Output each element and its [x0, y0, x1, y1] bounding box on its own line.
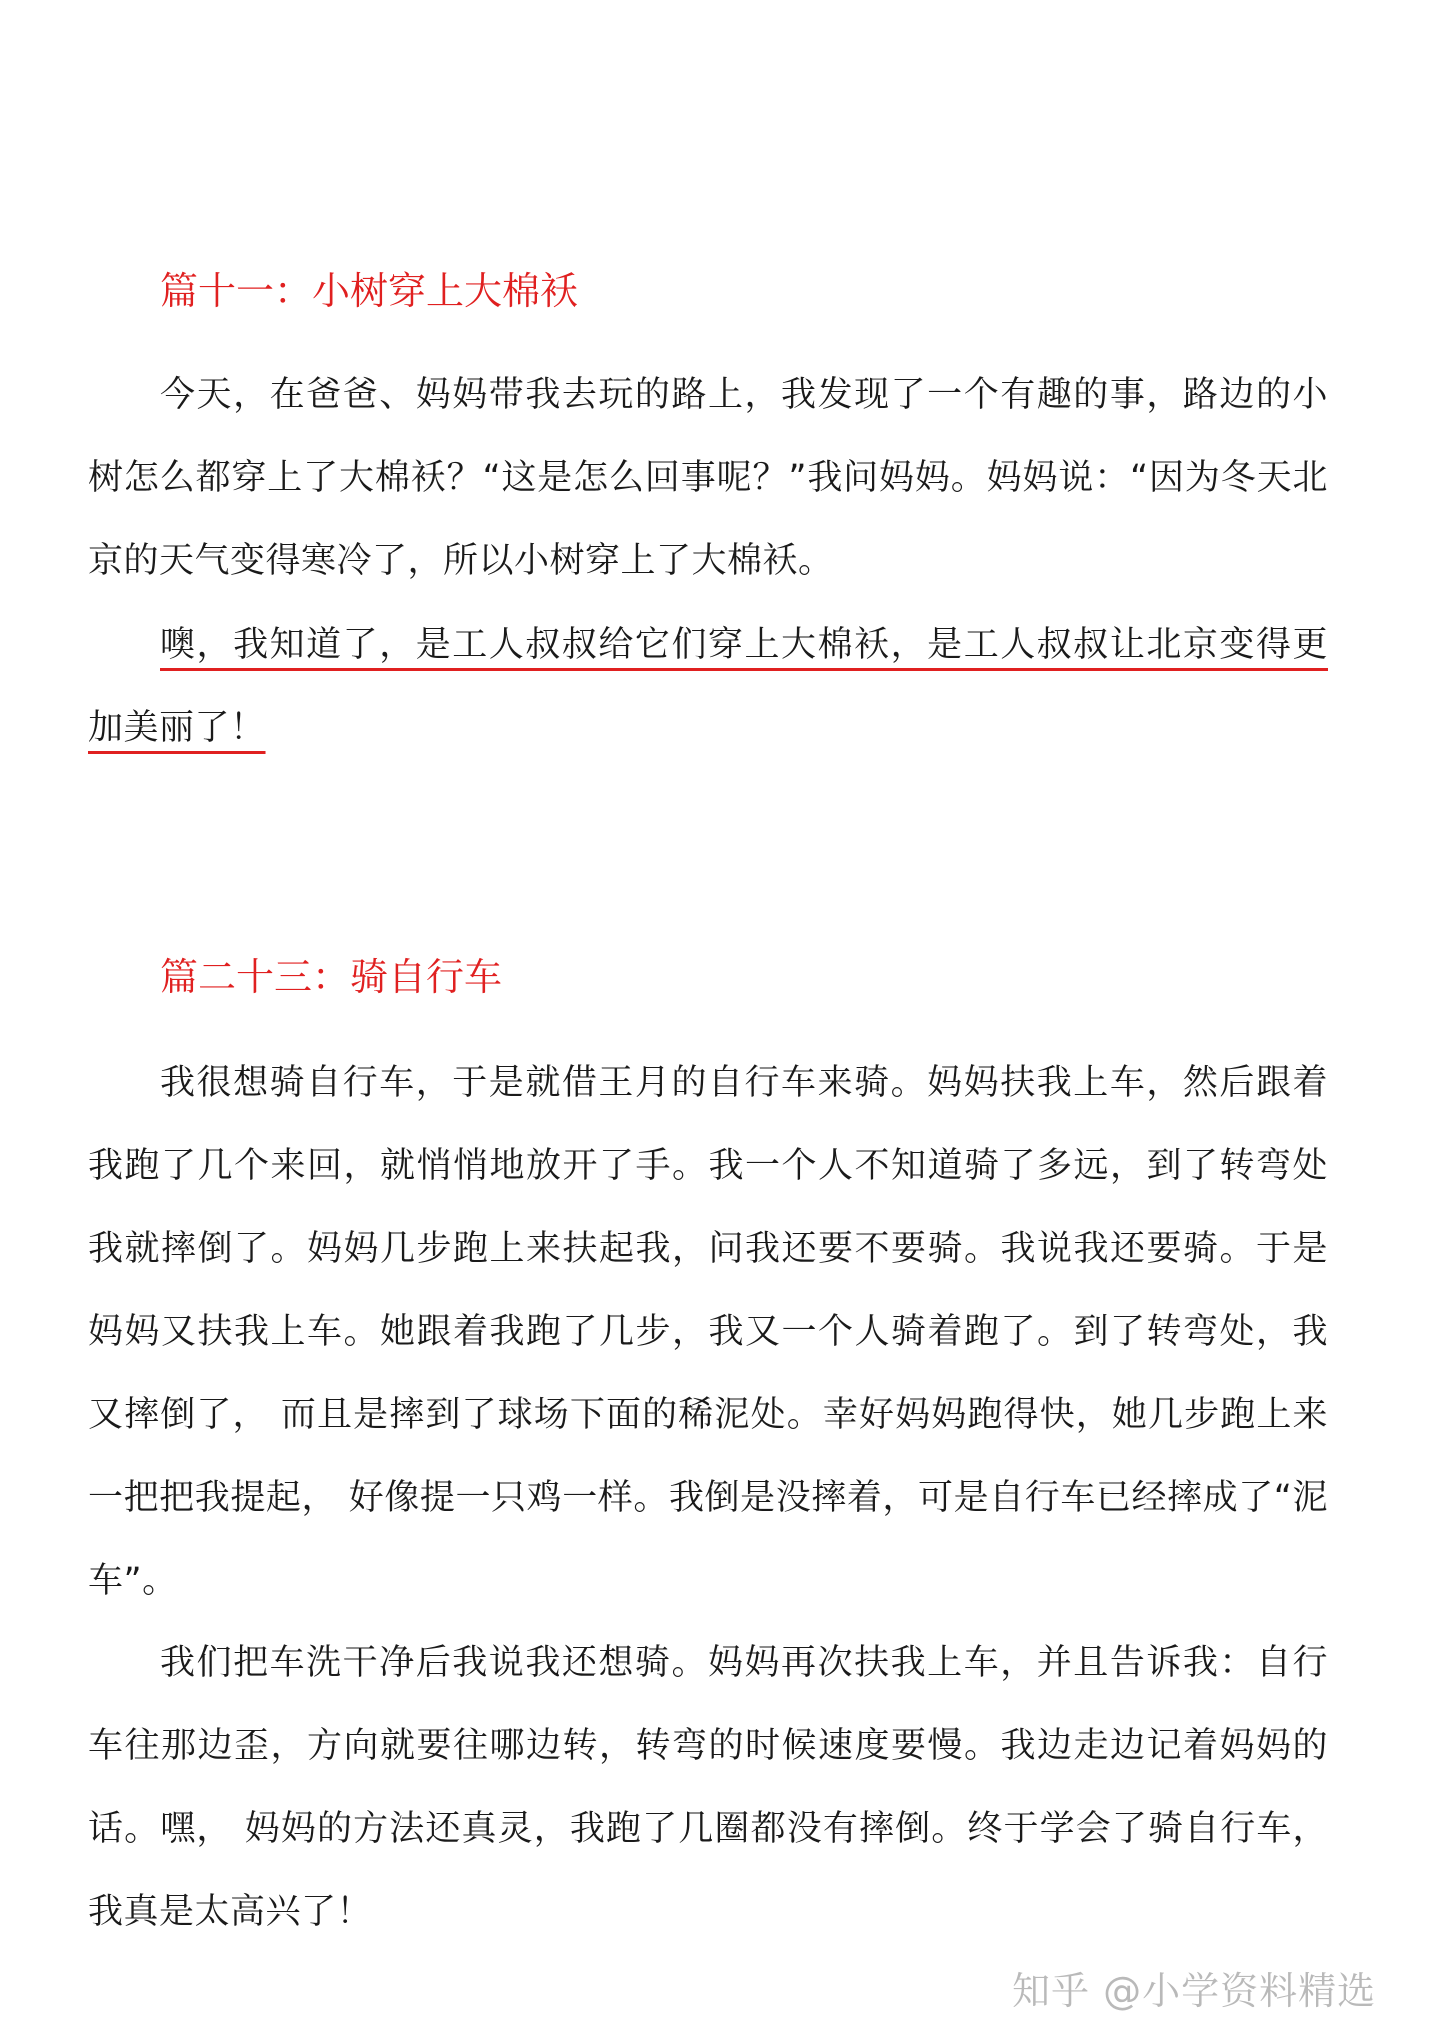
- section-title-23: 篇二十三：骑自行车: [160, 955, 503, 999]
- section-23-paragraph-2: 我们把车洗干净后我说我还想骑。妈妈再次扶我上车，并且告诉我：自行车往那边歪，方向就要往哪边转，转弯的时候速度要慢。我边走边记着妈妈的话。嘿， 妈妈的方法还真灵，我跑了几圈都没有摔倒。终于学会了骑自行车，我真是太高兴了！: [88, 1643, 1328, 1932]
- section-11-paragraph-2: [88, 604, 1328, 770]
- section-23-paragraph-1: 我很想骑自行车，于是就借王月的自行车来骑。妈妈扶我上车，然后跟着我跑了几个来回，就悄悄地放开了手。我一个人不知道骑了多远，到了转弯处我就摔倒了。妈妈几步跑上来扶起我，问我还要不要骑。我说我还要骑。于是妈妈又扶我上车。她跟着我跑了几步，我又一个人骑着跑了。到了转弯处，我又摔倒了， 而且是摔到了球场下面的稀泥处。幸好妈妈跑得快，她几步跑上来一把把我提起， 好像提一只鸡一样。我倒是没摔着，可是自行车已经摔成了“泥车”。: [88, 1063, 1328, 1601]
- section-11-paragraph-1: 今天，在爸爸、妈妈带我去玩的路上，我发现了一个有趣的事，路边的小树怎么都穿上了大棉袄？“这是怎么回事呢？”我问妈妈。妈妈说：“因为冬天北京的天气变得寒冷了，所以小树穿上了大棉袄。: [88, 375, 1328, 581]
- zhihu-watermark: 知乎 @小学资料精选: [1012, 1969, 1377, 2013]
- underlined-text: 噢，我知道了，是工人叔叔给它们穿上大棉袄，是工人叔叔让北京变得更加美丽了！: [88, 625, 1328, 748]
- section-title-11: 篇十一：小树穿上大棉袄: [160, 269, 579, 313]
